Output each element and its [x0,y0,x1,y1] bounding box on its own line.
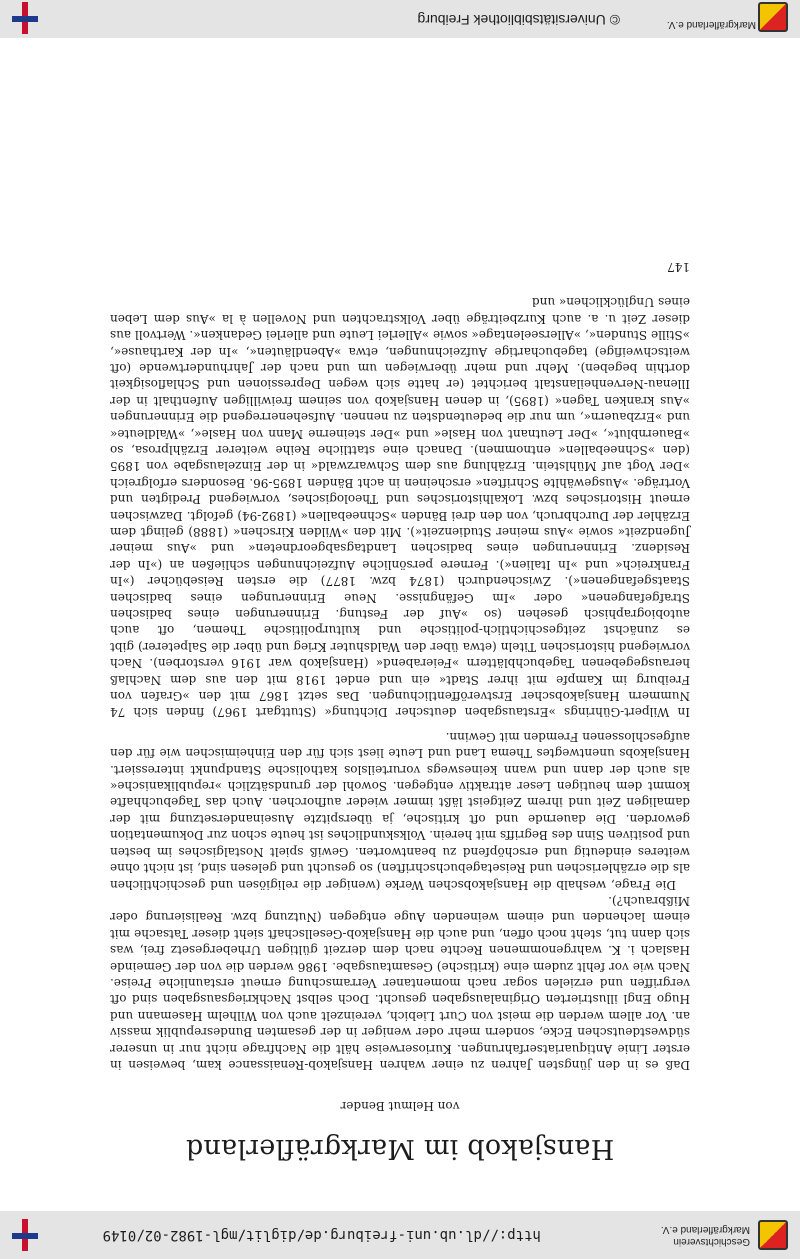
viewer-footer-bar [0,1211,800,1259]
page-number: 147 [667,259,690,274]
paragraph: Die Frage, weshalb die Hansjakobschen Werke (weniger die religiösen und geschichtlichen als die erzählerischen und Reisetagebuchschriften) so gesucht und gelesen sind, ist nicht ohne weiteres eindeutig und erschöpfend zu beantworten. Gewiß spielt Nostalgisches im besten und positiven Sinn des Begriffs mit herein. Volkskundliches ist heute schon zur Dokumentation geworden. Die dauernde und oft kritische, ja überspitzte Auseinandersetzung mit der damaligen Zeit und ihrem Zeitgeist läßt immer wieder aufhorchen. Auch das Tagebuchhafte kommt dem heutigen Leser attraktiv entgegen. Sowohl der grundsätzlich »republikanische« als auch der dann und wann keineswegs vorurteilslos katholische Standpunkt interessiert. Hansjakobs unentwegtes Thema Land und Leute liest sich für den Einheimischen wie für den aufgeschlossenen Fremden mit Gewinn. [110,729,690,892]
seal-text: Geschichtsverein Markgräflerland e.V. [660,1224,750,1247]
library-logo-icon [12,2,38,34]
paragraph: Daß es in den jüngsten Jahren zu einer wahren Hansjakob-Renaissance kam, beweisen in erster Linie Antiquariatserfahrungen. Kurioserweise hält die Nachfrage nicht nur in unserer südwestdeutschen Ecke, sondern mehr oder weniger in der gesamten Bundesrepublik massiv an. Vor allem werden die meist von Curt Liebich, vereinzelt auch von Wilhelm Hasemann und Hugo Engl illustrierten Originalausgaben gesucht. Doch selbst Nachkriegsausgaben sind oft vergriffen und erzielen sogar nach momentaner Verramschung erneut erstaunliche Preise. Nach wie vor fehlt zudem eine (kritische) Gesamtausgabe. 1986 werden die von der Gemeinde Haslach i. K. wahrgenommenen Rechte nach dem derzeit gültigen Urhebergesetz frei, was sich dann tut, steht noch offen, und auch die Hansjakob-Gesellschaft sieht dieser Tatsache mit einem lachenden und einem weinenden Auge entgegen (Nutzung bzw. Realisierung oder Mißbrauch?). [110,893,690,1072]
coat-of-arms-icon [758,2,788,32]
library-logo-icon [12,1219,38,1251]
copyright-notice: © Universitätsbibliothek Freiburg [417,12,620,28]
article-title: Hansjakob im Markgräflerland [185,1133,615,1164]
coat-of-arms-icon [758,1220,788,1250]
article-author: von Helmut Bender [340,1099,460,1113]
viewer-header-bar [0,0,800,38]
article [110,260,690,1164]
footnote: In Wilpert-Gührings »Erstausgaben deutscher Dichtung« (Stuttgart 1967) finden sich 74 Nummern Hansjakobscher Erstveröffentlichungen. Das setzt 1867 mit den »Grafen von Freiburg im Kampfe mit ihrer Stadt« ein und endet 1918 mit den aus dem Nachlaß herausgegebenen Tagebuchblättern »Feierabend« (Hansjakob war 1916 verstorben). Nach vorwiegend historischen Titeln (etwa über den Waldshuter Krieg und über die Salpeterer) gibt es zunächst zeitgeschichtlich-politische und kulturpolitische Themen, oft auch autobiographisch gesehen (so »Auf der Festung. Erinnerungen eines badischen Strafgefangenen« oder »Im Gefängnisse. Neue Erinnerungen eines badischen Staatsgefangenen«). Zwischendurch (1874 bzw. 1877) die ersten Reisebücher (»In Frankreich« und »In Italien«). Fernere persönliche Aufzeichnungen schließen an (»In der Residenz. Erinnerungen eines badischen Landtagsabgeordneten« und »Aus meiner Jugendzeit« sowie »Aus meiner Studienzeit«). Mit den »Wilden Kirschen« (1888) gelingt dem Erzähler der Durchbruch, von den drei Bänden »Schneeballen« (1892-94) gefolgt. Dazwischen erneut Historisches bzw. Lokalhistorisches und Theologisches, vorwiegend Predigten und Vorträge. »Ausgewählte Schriften« erscheinen in acht Bänden 1895-96. Besonders erfolgreich »Der Vogt auf Mühlstein. Erzählung aus dem Schwarzwald« in der Einzelausgabe von 1895 (den »Schneeballen« entnommen). Danach eine stattliche Reihe weiterer Erzählprosa, so »Bauernblut«, »Der Leutnant von Hasle« und »Der steinerne Mann von Hasle«, »Waldleute« und »Erzbauern«, um nur die bedeutendsten zu nennen. Aufsehenerregend die Erinnerungen »Aus kranken Tagen« (1895), in denen Hansjakob von seinem freiwilligen Aufenthalt in der Illenau-Nervenheilanstalt berichtet (er hatte sich wegen Depressionen und Schlaflosigkeit dorthin begeben). Mehr und mehr überwiegen um und nach der Jahrhundertwende (oft weitschweifige) tagebuchartige Aufzeichnungen, etwa »Abendläuten«, »In der Karthause«, »Stille Stunden«, »Allerseelentage« sowie »Allerlei Leute und allerlei Gedanken«. Wertvoll aus dieser Zeit u. a. auch Kurzbeiträge über Volkstrachten und Novellen à la »Aus dem Leben eines Unglücklichen« und [110,295,690,720]
document-url[interactable]: http://dl.ub.uni-freiburg.de/diglit/mgl-1982-02/0149 [102,1227,541,1243]
seal-text: Markgräflerland e.V. [666,19,756,30]
